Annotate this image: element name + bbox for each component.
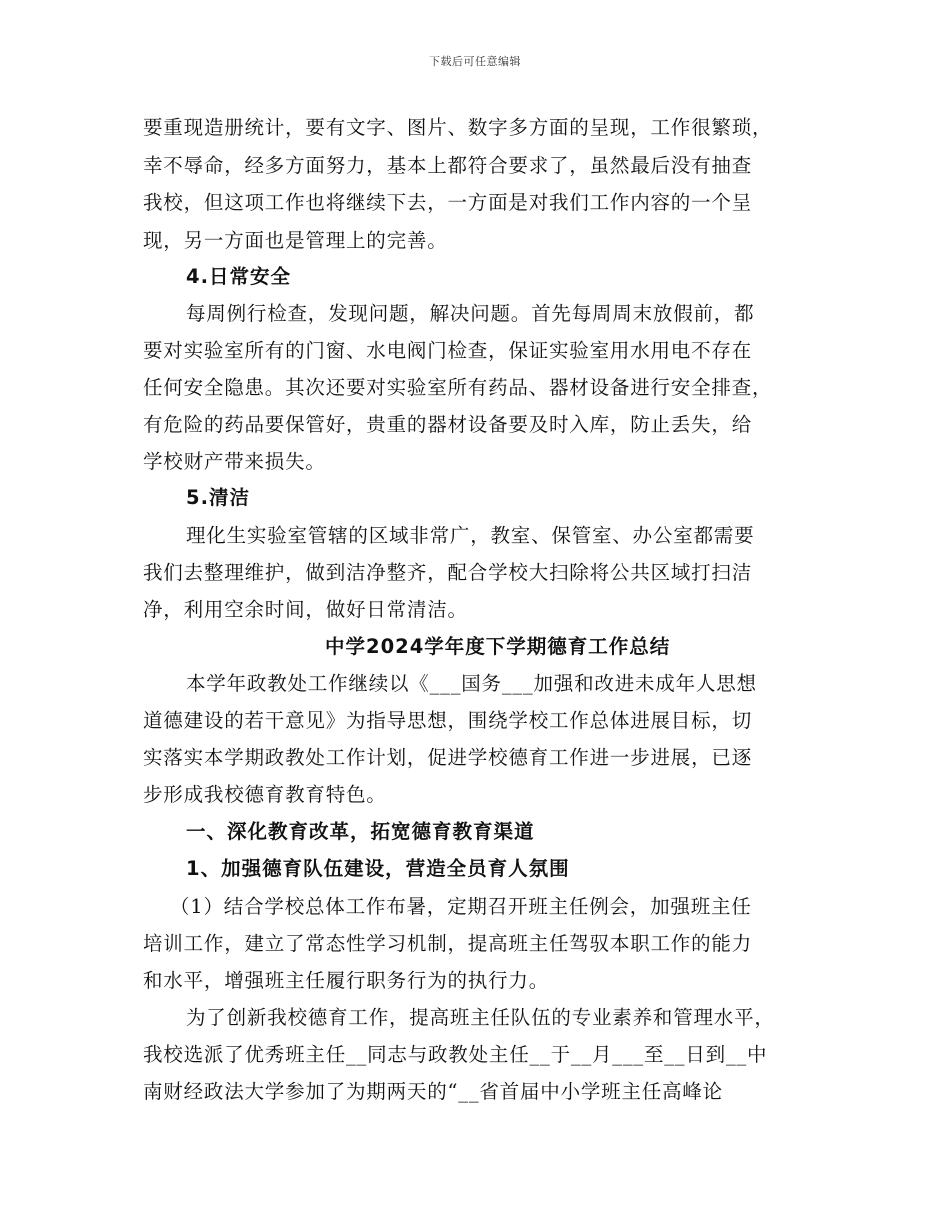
subsection-heading: 1、加强德育队伍建设，营造全员育人氛围 [186,857,570,880]
section-heading: 5.清洁 [186,486,250,509]
paragraph-line: 要对实验室所有的门窗、水电阀门检查，保证实验室用水用电不存在 [143,339,753,362]
paragraph-line: 实落实本学期政教处工作计划，促进学校德育工作进一步进展，已逐 [143,746,753,769]
paragraph-line: 有危险的药品要保管好，贵重的器材设备要及时入库，防止丢失，给 [143,413,753,436]
section-heading: 一、深化教育改革，拓宽德育教育渠道 [186,820,535,843]
paragraph-line: 我们去整理维护，做到洁净整齐，配合学校大扫除将公共区域打扫洁 [143,561,753,584]
paragraph-line: 本学年政教处工作继续以《___国务___加强和改进未成年人思想 [186,672,757,695]
paragraph-line: 培训工作，建立了常态性学习机制，提高班主任驾驭本职工作的能力 [143,932,753,955]
paragraph-line: 我校，但这项工作也将继续下去，一方面是对我们工作内容的一个呈 [143,191,753,214]
paragraph-line: 每周例行检查，发现问题，解决问题。首先每周周末放假前，都 [186,302,755,325]
paragraph-line: 南财经政法大学参加了为期两天的“__省首届中小学班主任高峰论 [143,1080,723,1103]
paragraph-line: 幸不辱命，经多方面努力，基本上都符合要求了，虽然最后没有抽查 [143,154,753,177]
paragraph-line: 净，利用空余时间，做好日常清洁。 [143,598,468,621]
paragraph-line: 学校财产带来损失。 [143,450,326,473]
paragraph-line: 理化生实验室管辖的区域非常广，教室、保管室、办公室都需要 [186,524,755,547]
paragraph-line: 道德建设的若干意见》为指导思想，围绕学校工作总体进展目标，切 [143,709,753,732]
document-title: 中学2024学年度下学期德育工作总结 [325,635,671,658]
paragraph-line: 和水平，增强班主任履行职务行为的执行力。 [143,969,550,992]
paragraph-line: 我校选派了优秀班主任__同志与政教处主任__于__月___至__日到__中 [143,1043,768,1066]
paragraph-line: 为了创新我校德育工作，提高班主任队伍的专业素养和管理水平， [186,1006,775,1029]
paragraph-line: 要重现造册统计，要有文字、图片、数字多方面的呈现，工作很繁琐， [143,116,773,139]
paragraph-line: 步形成我校德育教育特色。 [143,783,387,806]
paragraph-line: 任何安全隐患。其次还要对实验室所有药品、器材设备进行安全排查， [143,376,773,399]
page-header: 下载后可任意编辑 [429,55,521,68]
paragraph-line: （1）结合学校总体工作布暑，定期召开班主任例会，加强班主任 [170,895,752,918]
paragraph-line: 现，另一方面也是管理上的完善。 [143,229,448,252]
section-heading: 4.日常安全 [186,265,291,288]
